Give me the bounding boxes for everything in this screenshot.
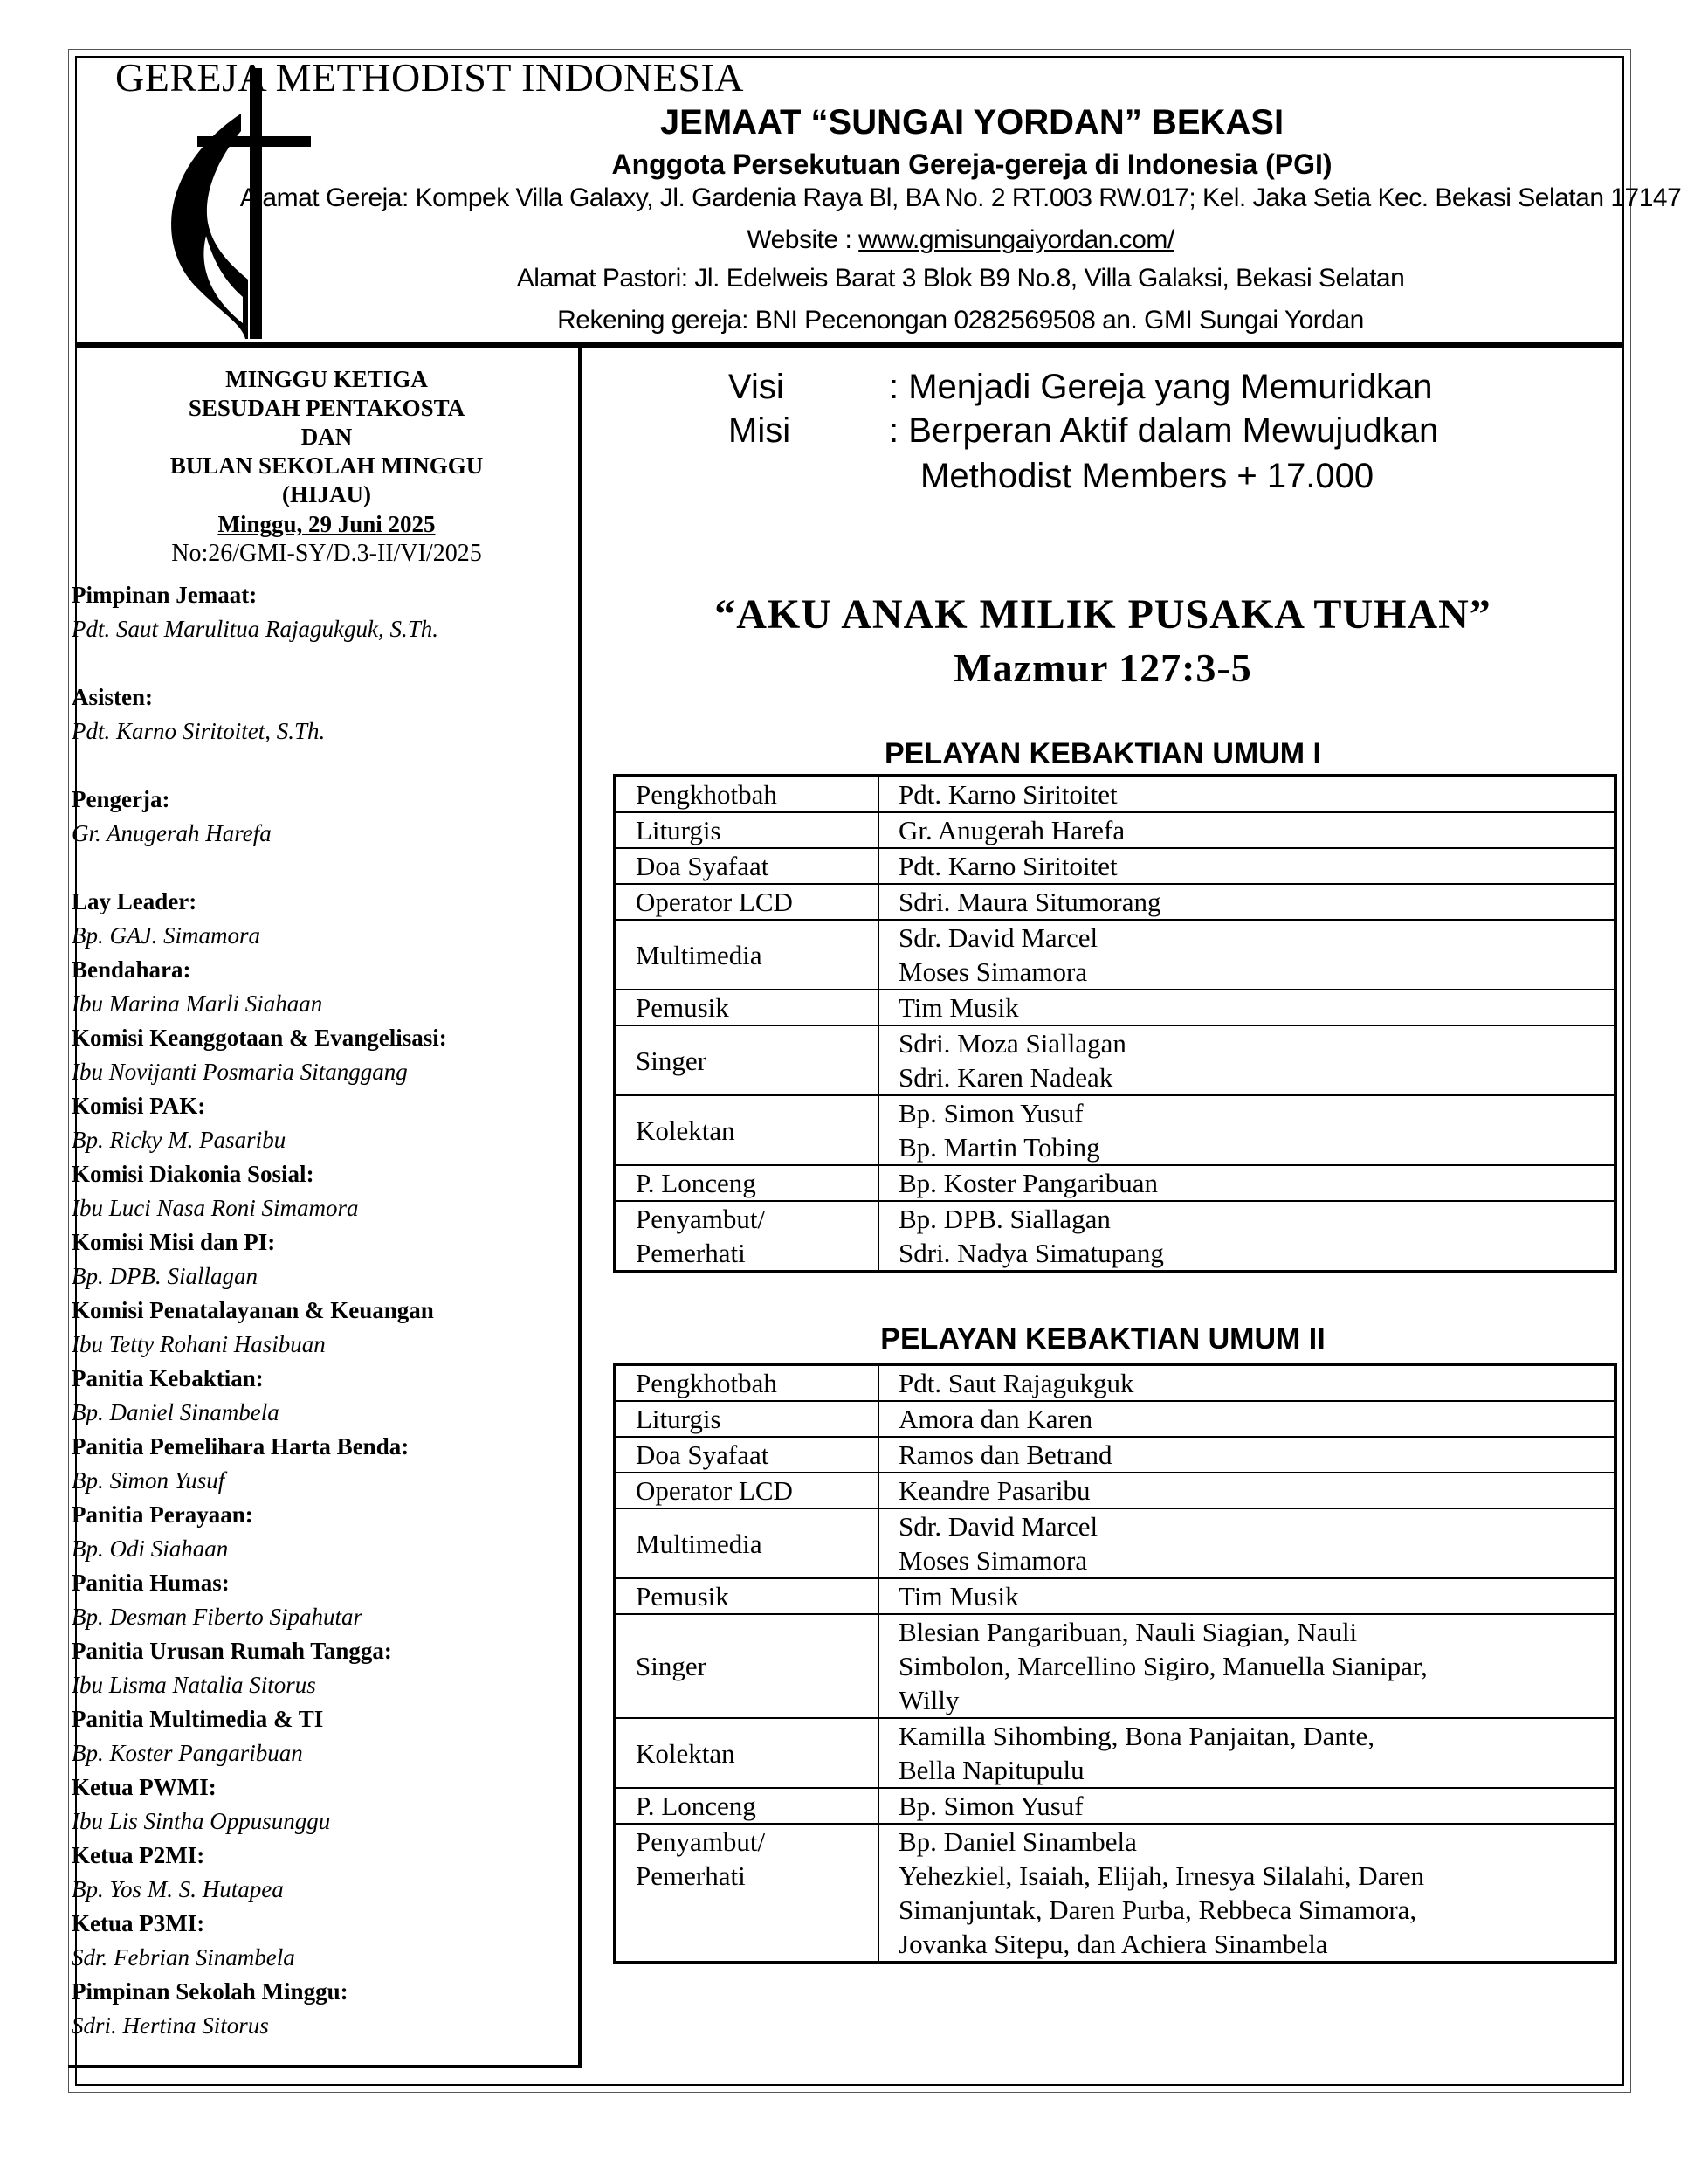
service-role-cell [615,1473,878,1508]
spacer [72,851,576,885]
service-role-cell [615,1095,878,1165]
officer-role: Komisi Keanggotaan & Evangelisasi: [72,1025,447,1051]
service-names-cell [878,1508,1615,1578]
service-role: P. Lonceng [636,1791,756,1821]
officer-role: Ketua P3MI: [72,1910,205,1936]
service-role-cell [615,1614,878,1718]
service-names-cell [878,1788,1615,1824]
officer-name: Pdt. Karno Siritoitet, S.Th. [72,718,326,744]
sermon-verse: Mazmur 127:3-5 [954,645,1252,690]
service-names-cell [878,920,1615,990]
service-1-title: PELAYAN KEBAKTIAN UMUM I [885,737,1321,770]
service-person: Bp. Simon Yusuf [899,1098,1084,1128]
sermon-theme-title: “AKU ANAK MILIK PUSAKA TUHAN” [714,591,1491,638]
service-person: Pdt. Karno Siritoitet [899,851,1118,881]
service-role-cell [615,1788,878,1824]
table-row [615,812,1615,848]
service-names-cell [878,848,1615,884]
table-row [615,1578,1615,1614]
officer-name: Bp. GAJ. Simamora [72,922,260,949]
service-names-cell [878,1201,1615,1272]
officer-role: Ketua PWMI: [72,1774,217,1800]
service-role-cell [615,990,878,1025]
officer-role: Asisten: [72,684,153,710]
service-person: Bp. DPB. Siallagan [899,1204,1111,1234]
service-2-title: PELAYAN KEBAKTIAN UMUM II [880,1322,1326,1356]
table-row [615,1788,1615,1824]
service-person: Bp. Martin Tobing [899,1132,1100,1163]
table-row [615,776,1615,812]
service-role-cell [615,812,878,848]
officer-name: Ibu Tetty Rohani Hasibuan [72,1331,326,1357]
service-role: Operator LCD [636,1475,793,1506]
officer-role: Komisi Misi dan PI: [72,1229,276,1255]
service-role-cell [615,1165,878,1201]
service-person: Simbolon, Marcellino Sigiro, Manuella Sianipar, [899,1651,1428,1681]
misi-text: : Berperan Aktif dalam Mewujudkan [889,411,1439,450]
service-role: Pengkhotbah [636,1368,777,1398]
church-name: GEREJA METHODIST INDONESIA [115,55,745,100]
officer-role: Komisi PAK: [72,1093,206,1119]
service-1-table [613,774,1617,1273]
service-names-cell [878,1578,1615,1614]
service-role: P. Lonceng [636,1168,756,1198]
service-role-cell [615,1364,878,1401]
table-row [615,990,1615,1025]
service-person: Sdr. David Marcel [899,922,1098,953]
service-names-cell [878,812,1615,848]
service-role: Doa Syafaat [636,1439,769,1470]
officer-role: Bendahara: [72,956,191,983]
service-person: Moses Simamora [899,1545,1088,1576]
officer-name: Bp. Simon Yusuf [72,1467,225,1494]
pastori-address: Alamat Pastori: Jl. Edelweis Barat 3 Blok B9 No.8, Villa Galaksi, Bekasi Selatan [516,264,1405,293]
officer-role: Panitia Kebaktian: [72,1365,264,1391]
service-role-cell [615,920,878,990]
table-row [615,848,1615,884]
service-names-cell [878,1473,1615,1508]
service-role-cell [615,1437,878,1473]
service-names-cell [878,1437,1615,1473]
service-person: Tim Musik [899,1581,1019,1611]
officer-name: Ibu Novijanti Posmaria Sitanggang [72,1059,408,1085]
officer-name: Ibu Marina Marli Siahaan [72,990,323,1017]
service-person: Blesian Pangaribuan, Nauli Siagian, Nauli [899,1617,1358,1647]
service-names-cell [878,1095,1615,1165]
service-role-cell [615,1508,878,1578]
service-person: Yehezkiel, Isaiah, Elijah, Irnesya Silalahi, Daren [899,1860,1425,1891]
officer-name: Ibu Luci Nasa Roni Simamora [72,1195,359,1221]
table-row [615,1473,1615,1508]
officers-list [72,578,576,2043]
service-person: Sdri. Maura Situmorang [899,887,1161,917]
spacer [72,646,576,680]
officer-name: Sdri. Hertina Sitorus [72,2012,269,2039]
spacer [72,749,576,783]
bank-account: Rekening gereja: BNI Pecenongan 0282569508 an. GMI Sungai Yordan [557,306,1364,335]
service-person: Amora dan Karen [899,1404,1093,1434]
officer-role: Komisi Penatalayanan & Keuangan [72,1297,434,1323]
website-link[interactable]: www.gmisungaiyordan.com/ [858,225,1174,254]
table-row [615,1165,1615,1201]
congregation-name: JEMAAT “SUNGAI YORDAN” BEKASI [659,103,1284,141]
service-person: Tim Musik [899,992,1019,1023]
service-person: Bp. Daniel Sinambela [899,1826,1137,1857]
service-role: Kolektan [636,1737,735,1769]
officer-role: Panitia Multimedia & TI [72,1706,324,1732]
service-role-cell [615,776,878,812]
service-role-cell [615,1201,878,1272]
service-names-cell [878,1718,1615,1788]
service-role: Multimedia [636,939,762,970]
table-row [615,1201,1615,1272]
officer-role: Panitia Urusan Rumah Tangga: [72,1638,392,1664]
service-person: Pdt. Karno Siritoitet [899,779,1118,810]
officer-name: Sdr. Febrian Sinambela [72,1944,295,1970]
officer-role: Pimpinan Sekolah Minggu: [72,1978,348,2005]
officer-name: Bp. Ricky M. Pasaribu [72,1127,286,1153]
service-role: Penyambut/ [636,1204,766,1234]
service-person: Ramos dan Betrand [899,1439,1112,1470]
table-row [615,1508,1615,1578]
sunday-line-3: DAN [300,424,353,450]
service-role-cell [615,1824,878,1963]
service-person: Keandre Pasaribu [899,1475,1091,1506]
table-row [615,920,1615,990]
service-names-cell [878,1364,1615,1401]
service-names-cell [878,1401,1615,1437]
officer-name: Ibu Lisma Natalia Sitorus [72,1672,316,1698]
service-role: Liturgis [636,1404,721,1434]
service-person: Sdri. Moza Siallagan [899,1028,1126,1059]
service-role: Pemerhati [636,1238,746,1268]
service-role: Pemusik [636,992,729,1023]
table-row [615,1364,1615,1401]
officer-name: Bp. Yos M. S. Hutapea [72,1876,284,1902]
officer-role: Komisi Diakonia Sosial: [72,1161,314,1187]
bulletin-number: No:26/GMI-SY/D.3-II/VI/2025 [171,540,482,567]
officer-role: Ketua P2MI: [72,1842,205,1868]
table-row [615,1095,1615,1165]
officer-name: Gr. Anugerah Harefa [72,820,272,846]
service-role: Penyambut/ [636,1826,766,1857]
service-person: Sdr. David Marcel [899,1511,1098,1542]
sunday-line-1: MINGGU KETIGA [225,366,428,392]
service-person: Jovanka Sitepu, dan Achiera Sinambela [899,1929,1328,1959]
left-column-bottom-border [68,2065,582,2068]
service-role-cell [615,884,878,920]
service-person: Kamilla Sihombing, Bona Panjaitan, Dante, [899,1721,1374,1751]
service-names-cell [878,776,1615,812]
service-person: Willy [899,1685,960,1715]
officer-name: Pdt. Saut Marulitua Rajagukguk, S.Th. [72,616,438,642]
table-row [615,1025,1615,1095]
service-2-table [613,1363,1617,1964]
service-role: Kolektan [636,1115,735,1146]
service-person: Gr. Anugerah Harefa [899,815,1126,845]
table-row [615,1718,1615,1788]
service-person: Bp. Simon Yusuf [899,1791,1084,1821]
officer-role: Panitia Humas: [72,1570,230,1596]
officer-name: Bp. Odi Siahaan [72,1536,229,1562]
service-role-cell [615,1025,878,1095]
service-role: Singer [636,1045,706,1076]
website-line [236,225,1685,255]
officer-role: Pimpinan Jemaat: [72,582,258,608]
officer-name: Bp. DPB. Siallagan [72,1263,258,1289]
service-person: Sdri. Nadya Simatupang [899,1238,1164,1268]
officer-role: Lay Leader: [72,888,197,914]
officer-role: Panitia Pemelihara Harta Benda: [72,1433,410,1460]
service-role-cell [615,848,878,884]
service-role: Pemusik [636,1581,729,1611]
service-names-cell [878,1165,1615,1201]
service-role-cell [615,1401,878,1437]
visi-text: : Menjadi Gereja yang Memuridkan [889,368,1433,406]
officer-role: Pengerja: [72,786,170,812]
service-role: Pengkhotbah [636,779,777,810]
table-row [615,1614,1615,1718]
sunday-date: Minggu, 29 Juni 2025 [217,511,436,537]
service-role: Operator LCD [636,887,793,917]
sunday-line-5: (HIJAU) [282,481,371,507]
officer-name: Bp. Daniel Sinambela [72,1399,279,1425]
officer-name: Bp. Koster Pangaribuan [72,1740,303,1766]
service-role: Pemerhati [636,1860,746,1891]
service-role-cell [615,1718,878,1788]
service-role: Singer [636,1651,706,1681]
sunday-line-2: SESUDAH PENTAKOSTA [188,395,465,421]
misi-text-2: Methodist Members + 17.000 [920,457,1374,495]
visi-label: Visi [728,368,784,406]
service-names-cell [878,1824,1615,1963]
table-row [615,1824,1615,1963]
officer-name: Bp. Desman Fiberto Sipahutar [72,1604,362,1630]
sunday-line-4: BULAN SEKOLAH MINGGU [169,452,484,479]
website-label: Website : [747,225,859,254]
misi-label: Misi [728,411,791,450]
service-names-cell [878,1614,1615,1718]
table-row [615,884,1615,920]
service-role: Liturgis [636,815,721,845]
table-row [615,1401,1615,1437]
service-names-cell [878,884,1615,920]
church-address: Alamat Gereja: Kompek Villa Galaxy, Jl. Gardenia Raya Bl, BA No. 2 RT.003 RW.017; Kel. Jaka Setia Kec. Bekasi Selatan 17147 [239,183,1682,212]
service-role-cell [615,1578,878,1614]
officer-name: Ibu Lis Sintha Oppusunggu [72,1808,331,1834]
service-person: Pdt. Saut Rajagukguk [899,1368,1134,1398]
table-row [615,1437,1615,1473]
service-person: Bella Napitupulu [899,1755,1085,1785]
service-names-cell [878,1025,1615,1095]
service-person: Sdri. Karen Nadeak [899,1062,1113,1093]
officer-role: Panitia Perayaan: [72,1501,253,1528]
pgi-membership: Anggota Persekutuan Gereja-gereja di Indonesia (PGI) [611,148,1333,180]
service-person: Bp. Koster Pangaribuan [899,1168,1159,1198]
service-person: Simanjuntak, Daren Purba, Rebbeca Simamora, [899,1894,1417,1925]
service-role: Multimedia [636,1528,762,1559]
service-role: Doa Syafaat [636,851,769,881]
service-names-cell [878,990,1615,1025]
service-person: Moses Simamora [899,956,1088,987]
